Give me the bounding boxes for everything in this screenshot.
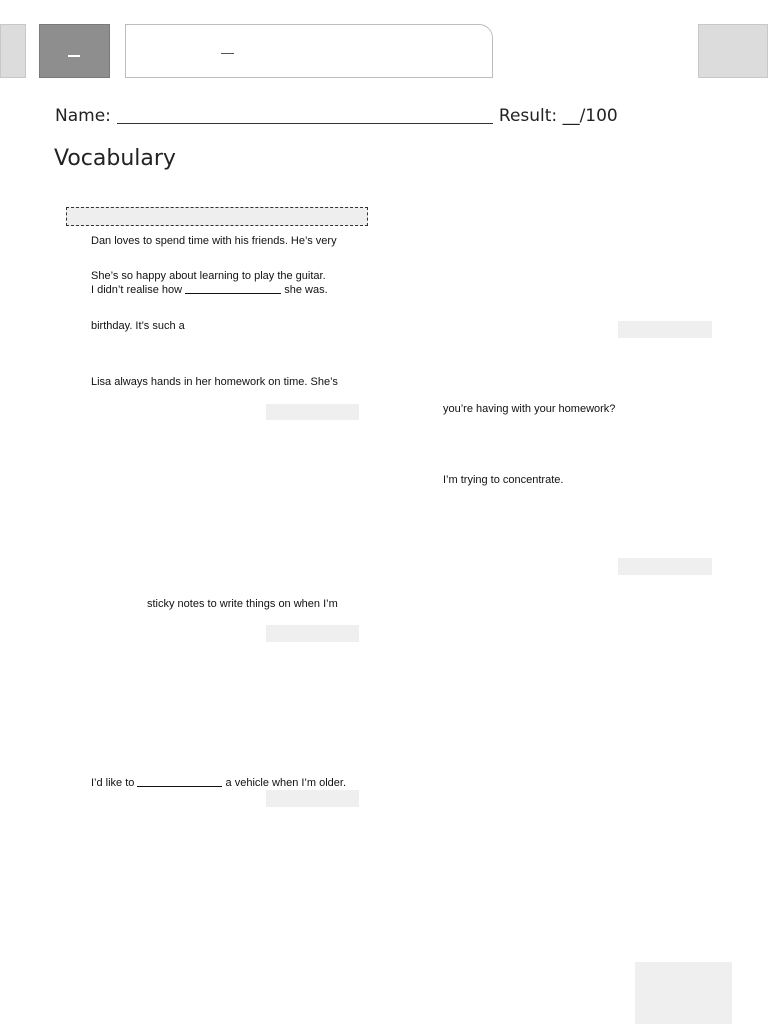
sentence-7: sticky notes to write things on when I’m	[147, 598, 338, 610]
page-corner-block	[635, 962, 732, 1024]
sentence-3: birthday. It’s such a	[91, 320, 185, 332]
sentence-2-line-1: She’s so happy about learning to play the guitar.	[91, 270, 326, 282]
sentence-2-line-2	[91, 283, 328, 297]
sentence-1: Dan loves to spend time with his friends. He’s very	[91, 235, 337, 247]
left-edge-tab	[0, 24, 26, 78]
sentence-2-before: I didn’t realise how	[91, 284, 183, 296]
right-edge-tab	[698, 24, 768, 78]
section-title: Vocabulary	[54, 146, 176, 171]
sentence-8-before: I’d like to	[91, 777, 135, 789]
sentence-2-blank[interactable]	[185, 293, 281, 294]
sentence-5: you’re having with your homework?	[443, 403, 616, 415]
result-value[interactable]: __/100	[562, 106, 618, 126]
title-box-mark	[221, 53, 234, 54]
sentence-6: I’m trying to concentrate.	[443, 474, 564, 486]
name-blank[interactable]	[117, 123, 493, 124]
sentence-4: Lisa always hands in her homework on time. She’s	[91, 376, 338, 388]
sentence-8	[91, 776, 346, 790]
placeholder-block	[266, 790, 359, 807]
placeholder-block	[266, 404, 359, 420]
unit-tab-mark	[68, 55, 80, 57]
sentence-8-after: a vehicle when I’m older.	[225, 777, 346, 789]
placeholder-block	[266, 625, 359, 642]
title-box	[125, 24, 493, 78]
sentence-2-after: she was.	[284, 284, 328, 296]
instruction-box	[66, 207, 368, 226]
placeholder-block	[618, 321, 712, 338]
name-label: Name:	[55, 106, 111, 126]
result-label: Result:	[498, 106, 558, 126]
sentence-8-blank[interactable]	[137, 786, 222, 787]
name-result-row	[55, 106, 618, 126]
placeholder-block	[618, 558, 712, 575]
unit-tab	[39, 24, 110, 78]
